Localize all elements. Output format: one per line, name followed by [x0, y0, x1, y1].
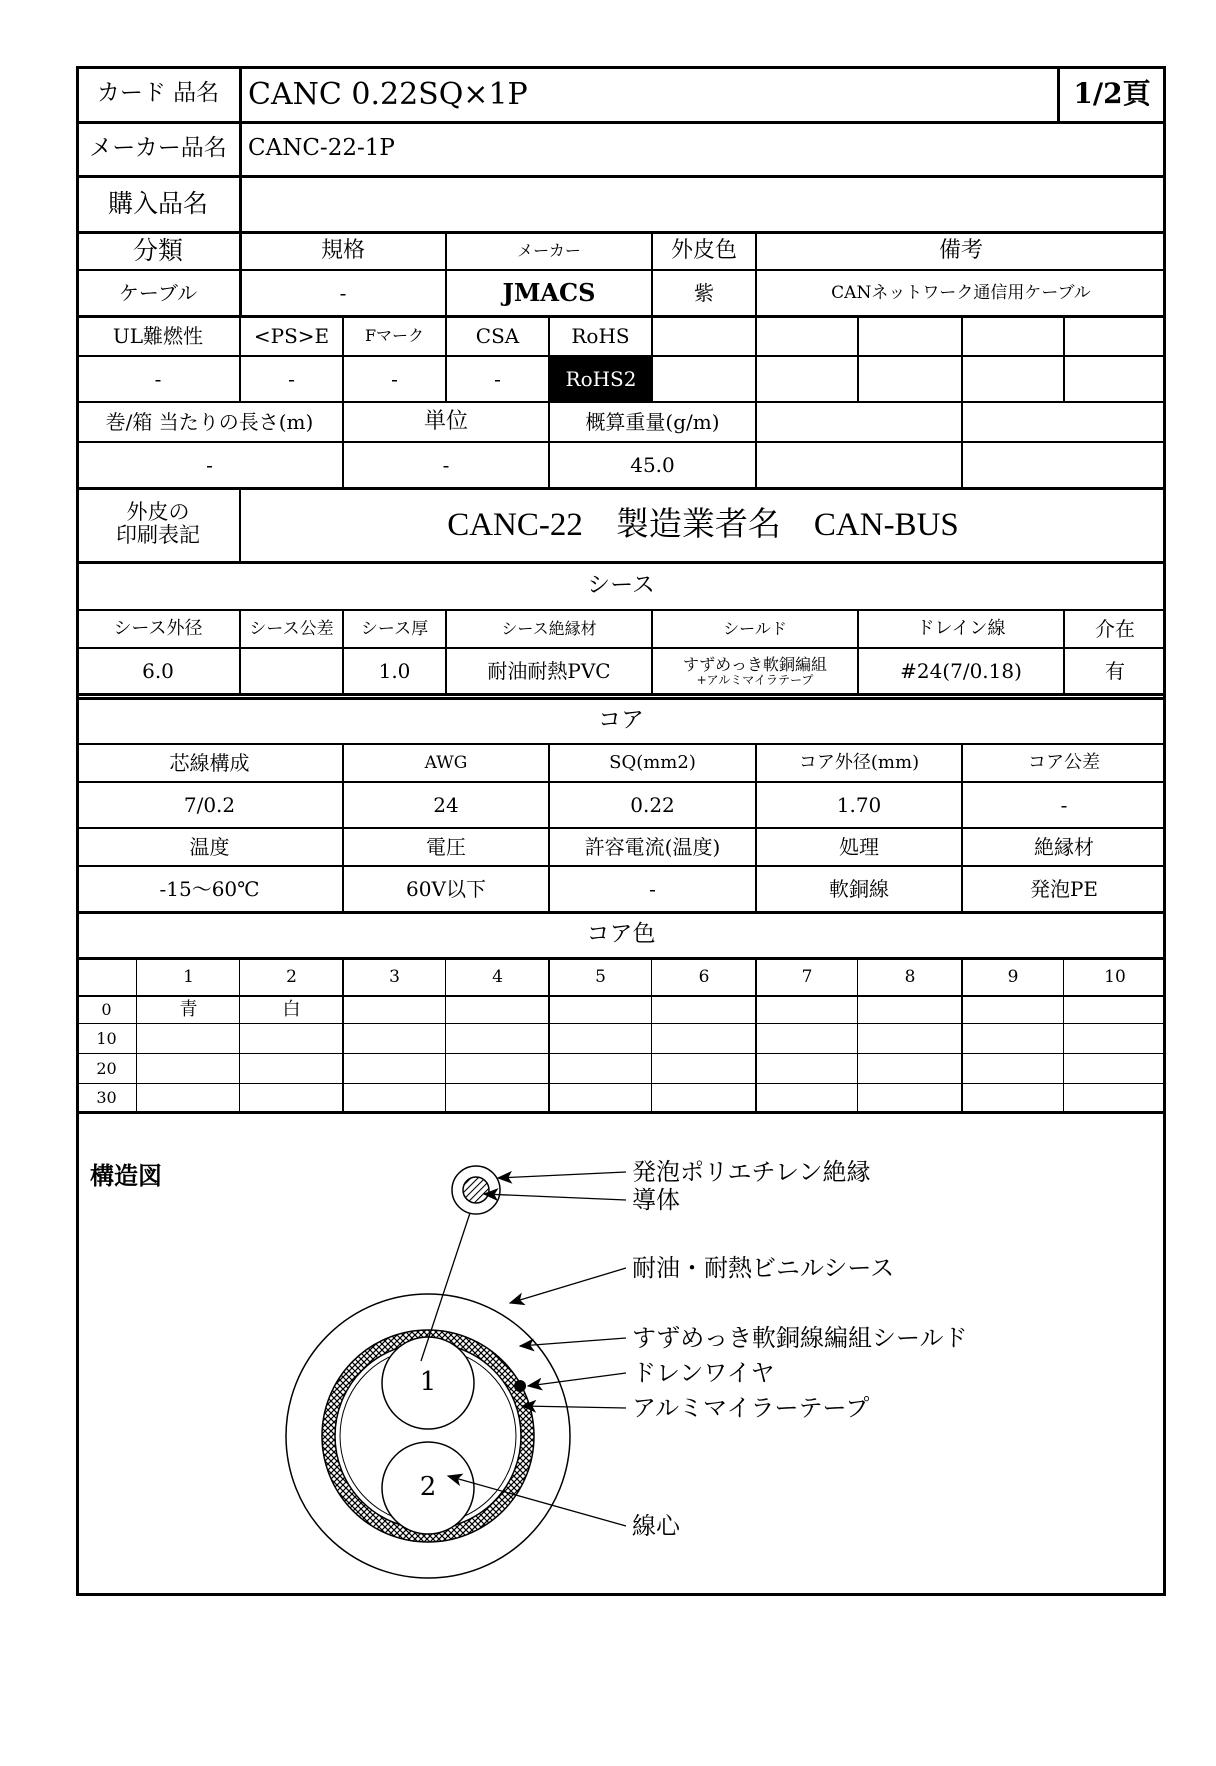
label-drain-wire: ドレンワイヤ — [632, 1359, 775, 1387]
v-rule — [239, 66, 242, 231]
color-row-index: 10 — [96, 1029, 117, 1049]
page-number: 1/2頁 — [1073, 76, 1151, 110]
color-col-header: 7 — [801, 966, 813, 987]
cert-value-pse: - — [288, 367, 295, 391]
v-rule — [239, 487, 241, 561]
core-2-number: 2 — [419, 1471, 437, 1502]
v-rule — [755, 315, 757, 401]
core-h2-1: 電圧 — [426, 835, 466, 859]
core-v1-0: 7/0.2 — [183, 793, 236, 817]
print-marking-label-2: 印刷表記 — [116, 523, 200, 547]
v-rule — [239, 957, 240, 1111]
print-marking-label-1: 外皮の — [126, 499, 190, 524]
label-sheath: 耐油・耐熱ビニルシース — [632, 1254, 895, 1282]
core-v2-1: 60V以下 — [406, 877, 486, 901]
sheath-header-drain: ドレイン線 — [916, 618, 1006, 640]
sheath-header-shield: シールド — [723, 619, 787, 639]
core-h1-2: SQ(mm2) — [609, 752, 696, 774]
class-header-maker: メーカー — [517, 241, 581, 261]
cert-header-ul: UL難燃性 — [112, 324, 204, 348]
pack-value-weight: 45.0 — [630, 453, 675, 477]
v-rule — [342, 609, 344, 693]
v-rule — [239, 315, 241, 401]
v-rule — [342, 401, 344, 487]
v-rule — [239, 609, 241, 693]
v-rule — [1063, 957, 1064, 1111]
core-v1-3: 1.70 — [836, 793, 882, 817]
v-rule — [548, 957, 550, 1111]
color-row-index: 0 — [101, 1000, 112, 1020]
class-header-color: 外皮色 — [670, 237, 737, 263]
core-h2-2: 許容電流(温度) — [584, 835, 721, 859]
color-row-index: 20 — [96, 1059, 117, 1079]
class-value-category: ケーブル — [118, 281, 198, 305]
core-h2-4: 絶縁材 — [1034, 835, 1094, 859]
v-rule — [857, 957, 858, 1111]
sheath-value-thick: 1.0 — [378, 659, 411, 683]
h-rule — [76, 441, 1166, 443]
h-rule — [76, 865, 1166, 867]
core-v1-1: 24 — [433, 793, 459, 817]
v-rule — [857, 315, 859, 401]
core-title: コア — [598, 707, 644, 734]
core-v1-2: 0.22 — [630, 793, 675, 817]
v-rule — [1063, 315, 1065, 401]
sheath-value-shield-2: +アルミマイラテープ — [696, 673, 814, 687]
sheath-value-shield-1: すずめっき軟銅編組 — [682, 655, 827, 675]
core-h1-0: 芯線構成 — [169, 751, 250, 775]
v-rule — [548, 315, 550, 401]
label-foam-insulation: 発泡ポリエチレン絶縁 — [632, 1158, 871, 1186]
leader-sheath — [510, 1268, 626, 1303]
core-h2-3: 処理 — [839, 835, 879, 859]
color-col-header: 3 — [389, 966, 400, 987]
purchase-name-label: 購入品名 — [107, 189, 208, 219]
h-rule — [76, 1111, 1166, 1114]
core-v2-2: - — [649, 877, 656, 901]
drain-wire — [514, 1380, 526, 1392]
v-rule — [1163, 957, 1166, 1111]
core-v2-0: -15～60℃ — [159, 877, 260, 901]
structure-title: 構造図 — [90, 1160, 162, 1190]
v-rule — [755, 743, 757, 911]
h-rule — [76, 561, 1166, 564]
leader-braid — [520, 1338, 626, 1346]
pack-value-length: - — [206, 453, 213, 477]
leader-conductor — [484, 1194, 626, 1200]
spec-sheet — [76, 66, 1166, 1596]
cert-value-ul: - — [154, 367, 162, 391]
color-col-header: 1 — [183, 966, 194, 987]
v-rule — [651, 957, 652, 1111]
color-col-header: 2 — [286, 966, 297, 987]
cert-value-rohs: RoHS2 — [550, 357, 652, 401]
v-rule — [755, 957, 757, 1111]
color-cell: 青 — [179, 999, 198, 1021]
sheath-header-tol: シース公差 — [249, 618, 334, 639]
core-h2-0: 温度 — [189, 835, 230, 859]
class-header-remarks: 備考 — [938, 237, 983, 263]
v-rule — [961, 957, 963, 1111]
cert-value-fmark: - — [391, 367, 398, 391]
sheath-header-material: シース絶縁材 — [501, 619, 597, 639]
h-rule — [76, 697, 1166, 700]
class-value-remarks: CANネットワーク通信用ケーブル — [831, 282, 1091, 303]
pack-header-length: 巻/箱 当たりの長さ(m) — [105, 410, 314, 434]
cert-header-fmark: Fマーク — [364, 326, 425, 346]
core-h1-1: AWG — [424, 752, 468, 773]
core-v2-4: 発泡PE — [1029, 877, 1099, 901]
pack-header-weight: 概算重量(g/m) — [585, 410, 720, 434]
v-rule — [755, 231, 757, 315]
v-rule — [857, 609, 859, 693]
color-col-header: 10 — [1104, 966, 1126, 987]
maker-part-label: メーカー品名 — [89, 135, 227, 162]
class-value-standard: - — [339, 281, 347, 305]
h-rule — [76, 911, 1166, 914]
v-rule — [445, 609, 447, 693]
leader-insulation — [498, 1172, 626, 1178]
h-rule — [76, 827, 1166, 829]
cert-header-rohs: RoHS — [571, 324, 630, 348]
class-header-standard: 規格 — [320, 237, 365, 263]
color-col-header: 5 — [595, 966, 606, 987]
sheath-header-filler: 介在 — [1095, 617, 1135, 641]
label-mylar-tape: アルミマイラーテープ — [632, 1394, 870, 1422]
v-rule — [961, 401, 963, 487]
color-col-header: 9 — [1007, 966, 1019, 987]
v-rule — [548, 743, 550, 911]
color-col-header: 4 — [492, 966, 503, 987]
v-rule — [651, 609, 653, 693]
sheath-value-material: 耐油耐熱PVC — [487, 659, 611, 683]
v-rule — [1063, 609, 1065, 693]
h-rule — [76, 693, 1166, 696]
sheath-value-od: 6.0 — [142, 659, 174, 683]
color-cell: 白 — [282, 999, 301, 1021]
sheath-header-od: シース外径 — [113, 618, 203, 640]
sheath-value-drain: #24(7/0.18) — [900, 659, 1022, 683]
color-row-index: 30 — [96, 1088, 117, 1108]
v-rule — [239, 231, 242, 315]
cert-value-csa: - — [494, 367, 501, 391]
card-name-label: カード 品名 — [96, 80, 220, 107]
sheath-title: シース — [587, 572, 655, 599]
card-name-value: CANC 0.22SQ×1P — [248, 76, 528, 112]
v-rule — [342, 315, 344, 401]
v-rule — [651, 231, 653, 315]
print-marking-value: CANC-22 製造業者名 CAN-BUS — [447, 506, 959, 543]
color-col-header: 6 — [698, 966, 710, 987]
core-1-number: 1 — [419, 1366, 437, 1397]
cert-header-pse: <PS>E — [253, 324, 330, 348]
core-v1-4: - — [1060, 793, 1068, 817]
core-h1-3: コア外径(mm) — [798, 752, 920, 774]
core-color-title: コア色 — [586, 921, 656, 948]
v-rule — [445, 315, 447, 401]
h-rule — [76, 743, 1166, 745]
h-rule — [76, 401, 1166, 403]
pack-header-unit: 単位 — [423, 408, 468, 434]
pack-value-unit: - — [442, 453, 450, 477]
label-core: 線心 — [632, 1512, 680, 1540]
v-rule — [755, 401, 757, 487]
sheath-value-filler: 有 — [1105, 659, 1125, 683]
v-rule — [961, 315, 963, 401]
label-conductor: 導体 — [632, 1186, 680, 1214]
v-rule — [342, 743, 344, 911]
sheath-header-thick: シース厚 — [360, 618, 429, 639]
v-rule — [445, 957, 446, 1111]
core-v2-3: 軟銅線 — [829, 877, 889, 901]
v-rule — [342, 957, 344, 1111]
v-rule — [445, 231, 447, 315]
class-value-maker: JMACS — [502, 277, 596, 307]
v-rule — [136, 957, 137, 1111]
h-rule — [76, 781, 1166, 783]
class-header-category: 分類 — [132, 236, 183, 266]
v-rule — [651, 315, 653, 401]
label-braid-shield: すずめっき軟銅線編組シールド — [632, 1324, 968, 1352]
color-col-header: 8 — [904, 966, 916, 987]
core-h1-4: コア公差 — [1028, 752, 1100, 774]
v-rule — [961, 743, 963, 911]
cert-header-csa: CSA — [475, 324, 520, 348]
v-rule — [1057, 66, 1060, 121]
maker-part-value: CANC-22-1P — [248, 135, 395, 162]
v-rule — [548, 401, 550, 487]
class-value-color: 紫 — [694, 281, 714, 305]
core-detail-conductor — [463, 1177, 489, 1203]
